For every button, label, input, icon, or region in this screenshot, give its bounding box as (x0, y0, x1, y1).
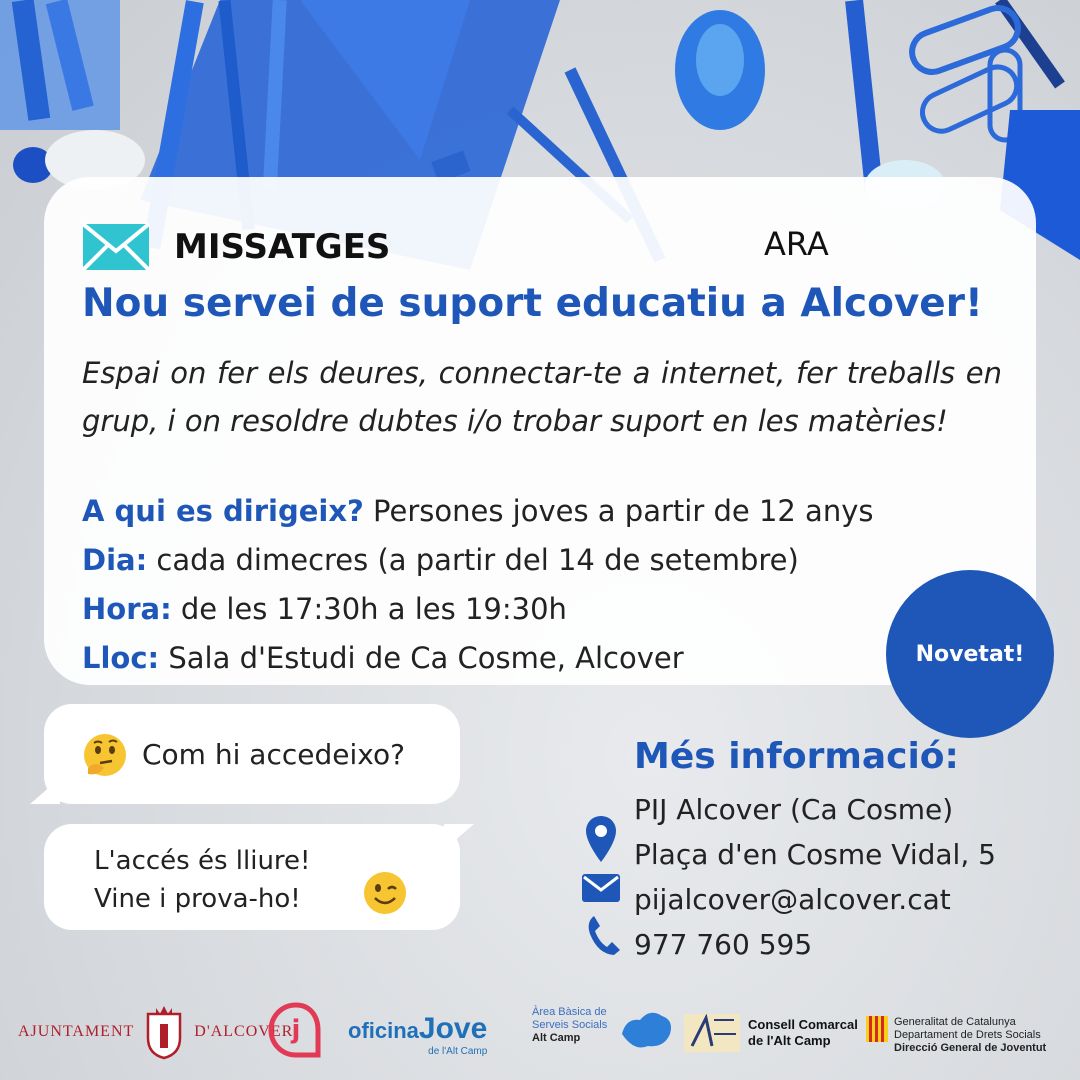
info-email[interactable]: pijalcover@alcover.cat (634, 883, 951, 916)
app-name: MISSATGES (174, 227, 391, 267)
detail-time: Hora: de les 17:30h a les 19:30h (82, 592, 567, 626)
location-pin-icon (586, 816, 616, 862)
abss-alt-camp-logo: Àrea Bàsica de Serveis Socials Alt Camp (532, 1006, 672, 1052)
details-list (82, 487, 873, 683)
detail-audience: A qui es dirigeix? Persones joves a partir de 12 anys (82, 494, 874, 528)
ajuntament-alcover-logo: AJUNTAMENT D'ALCOVER (18, 1004, 293, 1060)
alt-camp-map-icon (616, 1008, 674, 1052)
more-info-title: Més informació: (634, 736, 959, 777)
svg-text:j: j (291, 1015, 301, 1045)
card-header (82, 223, 390, 271)
card-description: Espai on fer els deures, connectar-te a internet, fer treballs en grup, i on resoldre dubtes i/o trobar suport en les matèries! (82, 356, 1002, 438)
question-text: Com hi accedeixo? (142, 738, 405, 771)
detail-day: Dia: cada dimecres (a partir del 14 de setembre) (82, 543, 799, 577)
question-bubble (44, 704, 460, 804)
detail-place: Lloc: Sala d'Estudi de Ca Cosme, Alcover (82, 641, 684, 675)
senyera-icon (866, 1016, 888, 1042)
notification-time: ARA (764, 225, 829, 263)
notification-card (44, 177, 1036, 685)
info-place: PIJ Alcover (Ca Cosme) (634, 793, 954, 826)
answer-text: L'accés és lliure! Vine i prova-ho! (94, 846, 311, 914)
alcover-crest-icon (142, 1004, 186, 1060)
info-address: Plaça d'en Cosme Vidal, 5 (634, 838, 996, 871)
answer-bubble (44, 824, 460, 930)
email-icon (582, 874, 620, 902)
oficina-jove-logo: oficinaJove de l'Alt Camp (348, 1012, 488, 1057)
more-info (634, 736, 996, 967)
card-heading: Nou servei de suport educatiu a Alcover! (82, 281, 983, 326)
consell-comarcal-logo: Consell Comarcal de l'Alt Camp (684, 1014, 858, 1052)
thinking-face-icon (82, 732, 128, 778)
winking-face-icon (362, 870, 408, 916)
envelope-icon (82, 223, 150, 271)
phone-icon (586, 914, 620, 956)
info-phone[interactable]: 977 760 595 (634, 928, 813, 961)
generalitat-logo: Generalitat de Catalunya Departament de Drets Socials Direcció General de Joventut (866, 1016, 1046, 1055)
novetat-badge: Novetat! (886, 570, 1054, 738)
consell-comarcal-emblem-icon (684, 1014, 740, 1052)
pij-logo (268, 1002, 324, 1058)
